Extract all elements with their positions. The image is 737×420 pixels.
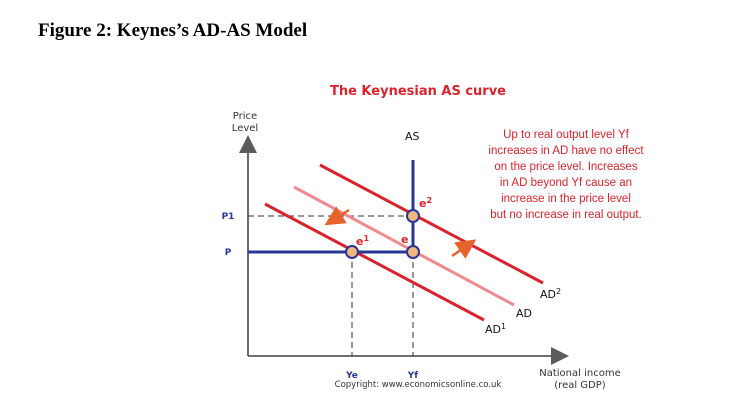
annotation-line-5: increase in the price level (501, 193, 631, 205)
annotation-line-6: but no increase in real output. (490, 209, 642, 221)
point-e (407, 246, 419, 258)
annotation-line-3: on the price level. Increases (494, 161, 638, 173)
annotation-line-2: increases in AD have no effect (488, 145, 644, 157)
x-axis-label-line2: (real GDP) (554, 380, 606, 391)
y-tick-p: P (224, 248, 232, 258)
x-tick-ye: Ye (346, 371, 358, 381)
chart-title: The Keynesian AS curve (329, 84, 507, 99)
figure-title: Figure 2: Keynes’s AD-AS Model (38, 20, 308, 41)
label-ad1: $AD^1$ (485, 322, 507, 336)
label-e: e (401, 233, 409, 246)
label-ad: AD (516, 307, 532, 320)
ad1-curve (265, 204, 484, 320)
point-e2 (407, 210, 419, 222)
label-as: AS (405, 130, 420, 143)
y-axis-label-line2: Level (231, 123, 259, 134)
x-axis-label-line1: National income (539, 368, 621, 379)
label-e1: $e^1$ (356, 234, 370, 248)
annotation-line-4: in AD beyond Yf cause an (499, 177, 633, 189)
label-ad2: $AD^2$ (540, 287, 562, 301)
shift-right-arrow (452, 245, 468, 256)
annotation-text (488, 129, 644, 221)
annotation-line-1: Up to real output level Yf (503, 129, 629, 141)
y-axis-label-line1: Price (232, 111, 258, 122)
y-tick-p1: P1 (221, 212, 235, 222)
ad-curve (294, 187, 514, 305)
x-tick-yf: Yf (407, 371, 419, 381)
label-e2: $e^2$ (419, 196, 433, 210)
copyright-text: Copyright: www.economicsonline.co.uk (334, 380, 502, 390)
